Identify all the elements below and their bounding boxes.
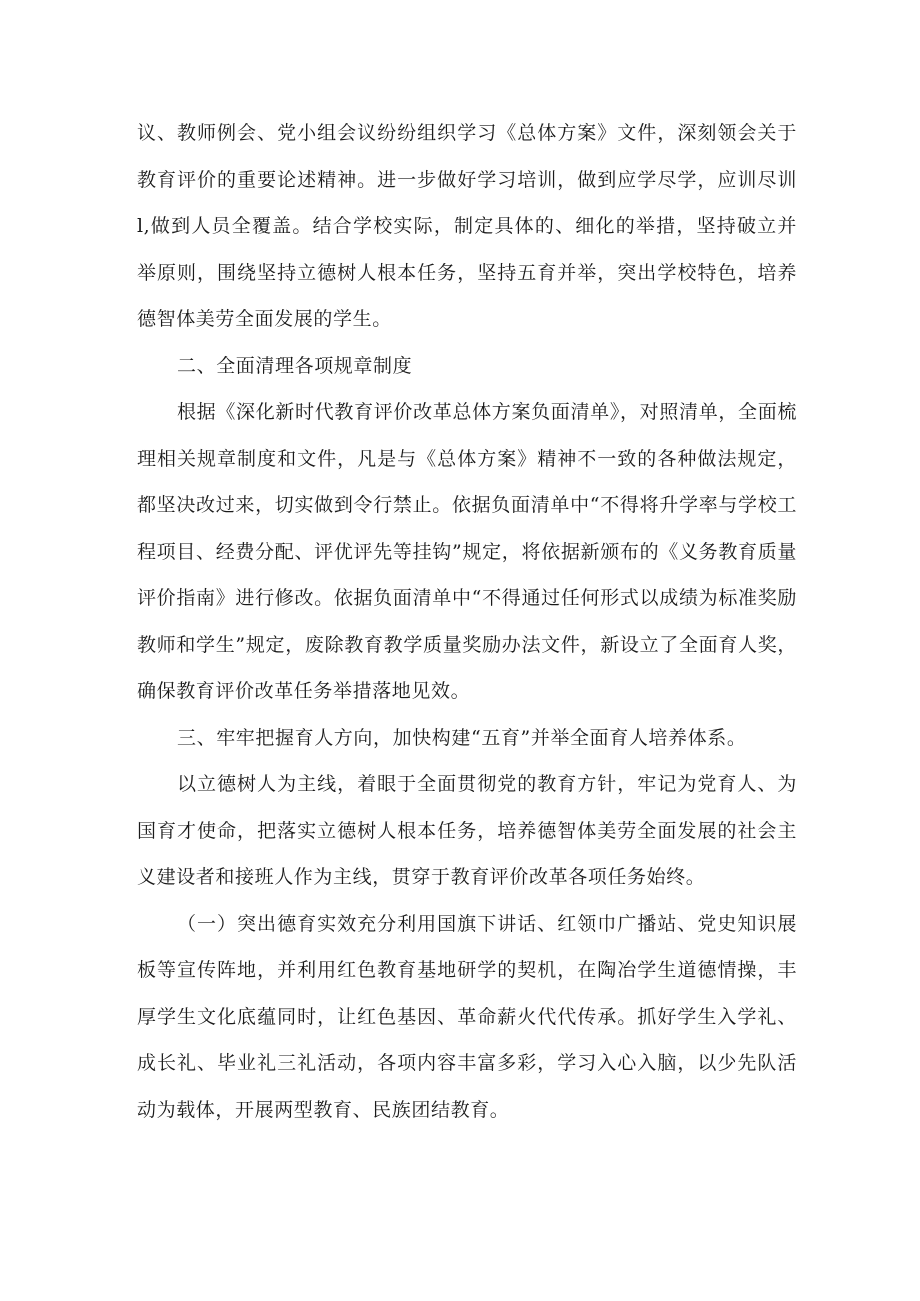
intro-paragraph: 议、教师例会、党小组会议纷纷组织学习《总体方案》文件，深刻领会关于教育评价的重要论述精神。进一步做好学习培训，做到应学尽学，应训尽训l,做到人员全覆盖。结合学校实际，制定具体的、细化的举措，坚持破立并举原则，围绕坚持立德树人根本任务，坚持五育并举，突出学校特色，培养德智体美劳全面发展的学生。	[137, 122, 797, 330]
section-two-heading: 二、全面清理各项规章制度	[177, 354, 413, 377]
section-two-paragraph: 根据《深化新时代教育评价改革总体方案负面清单》，对照清单，全面梳理相关规章制度和文件，凡是与《总体方案》精神不一致的各种做法规定，都坚决改过来，切实做到令行禁止。依据负面清单中“不得将升学率与学校工程项目、经费分配、评优评先等挂钩”规定，将依据新颁布的《义务教育质量评价指南》进行修改。依据负面清单中“不得通过任何形式以成绩为标准奖励教师和学生”规定，废除教育教学质量奖励办法文件，新设立了全面育人奖，确保教育评价改革任务举措落地见效。	[137, 401, 797, 702]
subsection-one-paragraph: （一）突出德育实效充分利用国旗下讲话、红领巾广播站、党史知识展板等宣传阵地，并利用红色教育基地研学的契机，在陶冶学生道德情操，丰厚学生文化底蕴同时，让红色基因、革命薪火代代传承。抓好学生入学礼、成长礼、毕业礼三礼活动，各项内容丰富多彩，学习入心入脑，以少先队活动为载体，开展两型教育、民族团结教育。	[137, 912, 797, 1121]
section-three-paragraph: 以立德树人为主线，着眼于全面贯彻党的教育方针，牢记为党育人、为国育才使命，把落实立德树人根本任务，培养德智体美劳全面发展的社会主义建设者和接班人作为主线，贯穿于教育评价改革各项任务始终。	[137, 773, 797, 888]
document-body	[137, 110, 797, 1133]
section-three-heading: 三、牢牢把握育人方向，加快构建“五育”并举全面育人培养体系。	[177, 726, 747, 749]
